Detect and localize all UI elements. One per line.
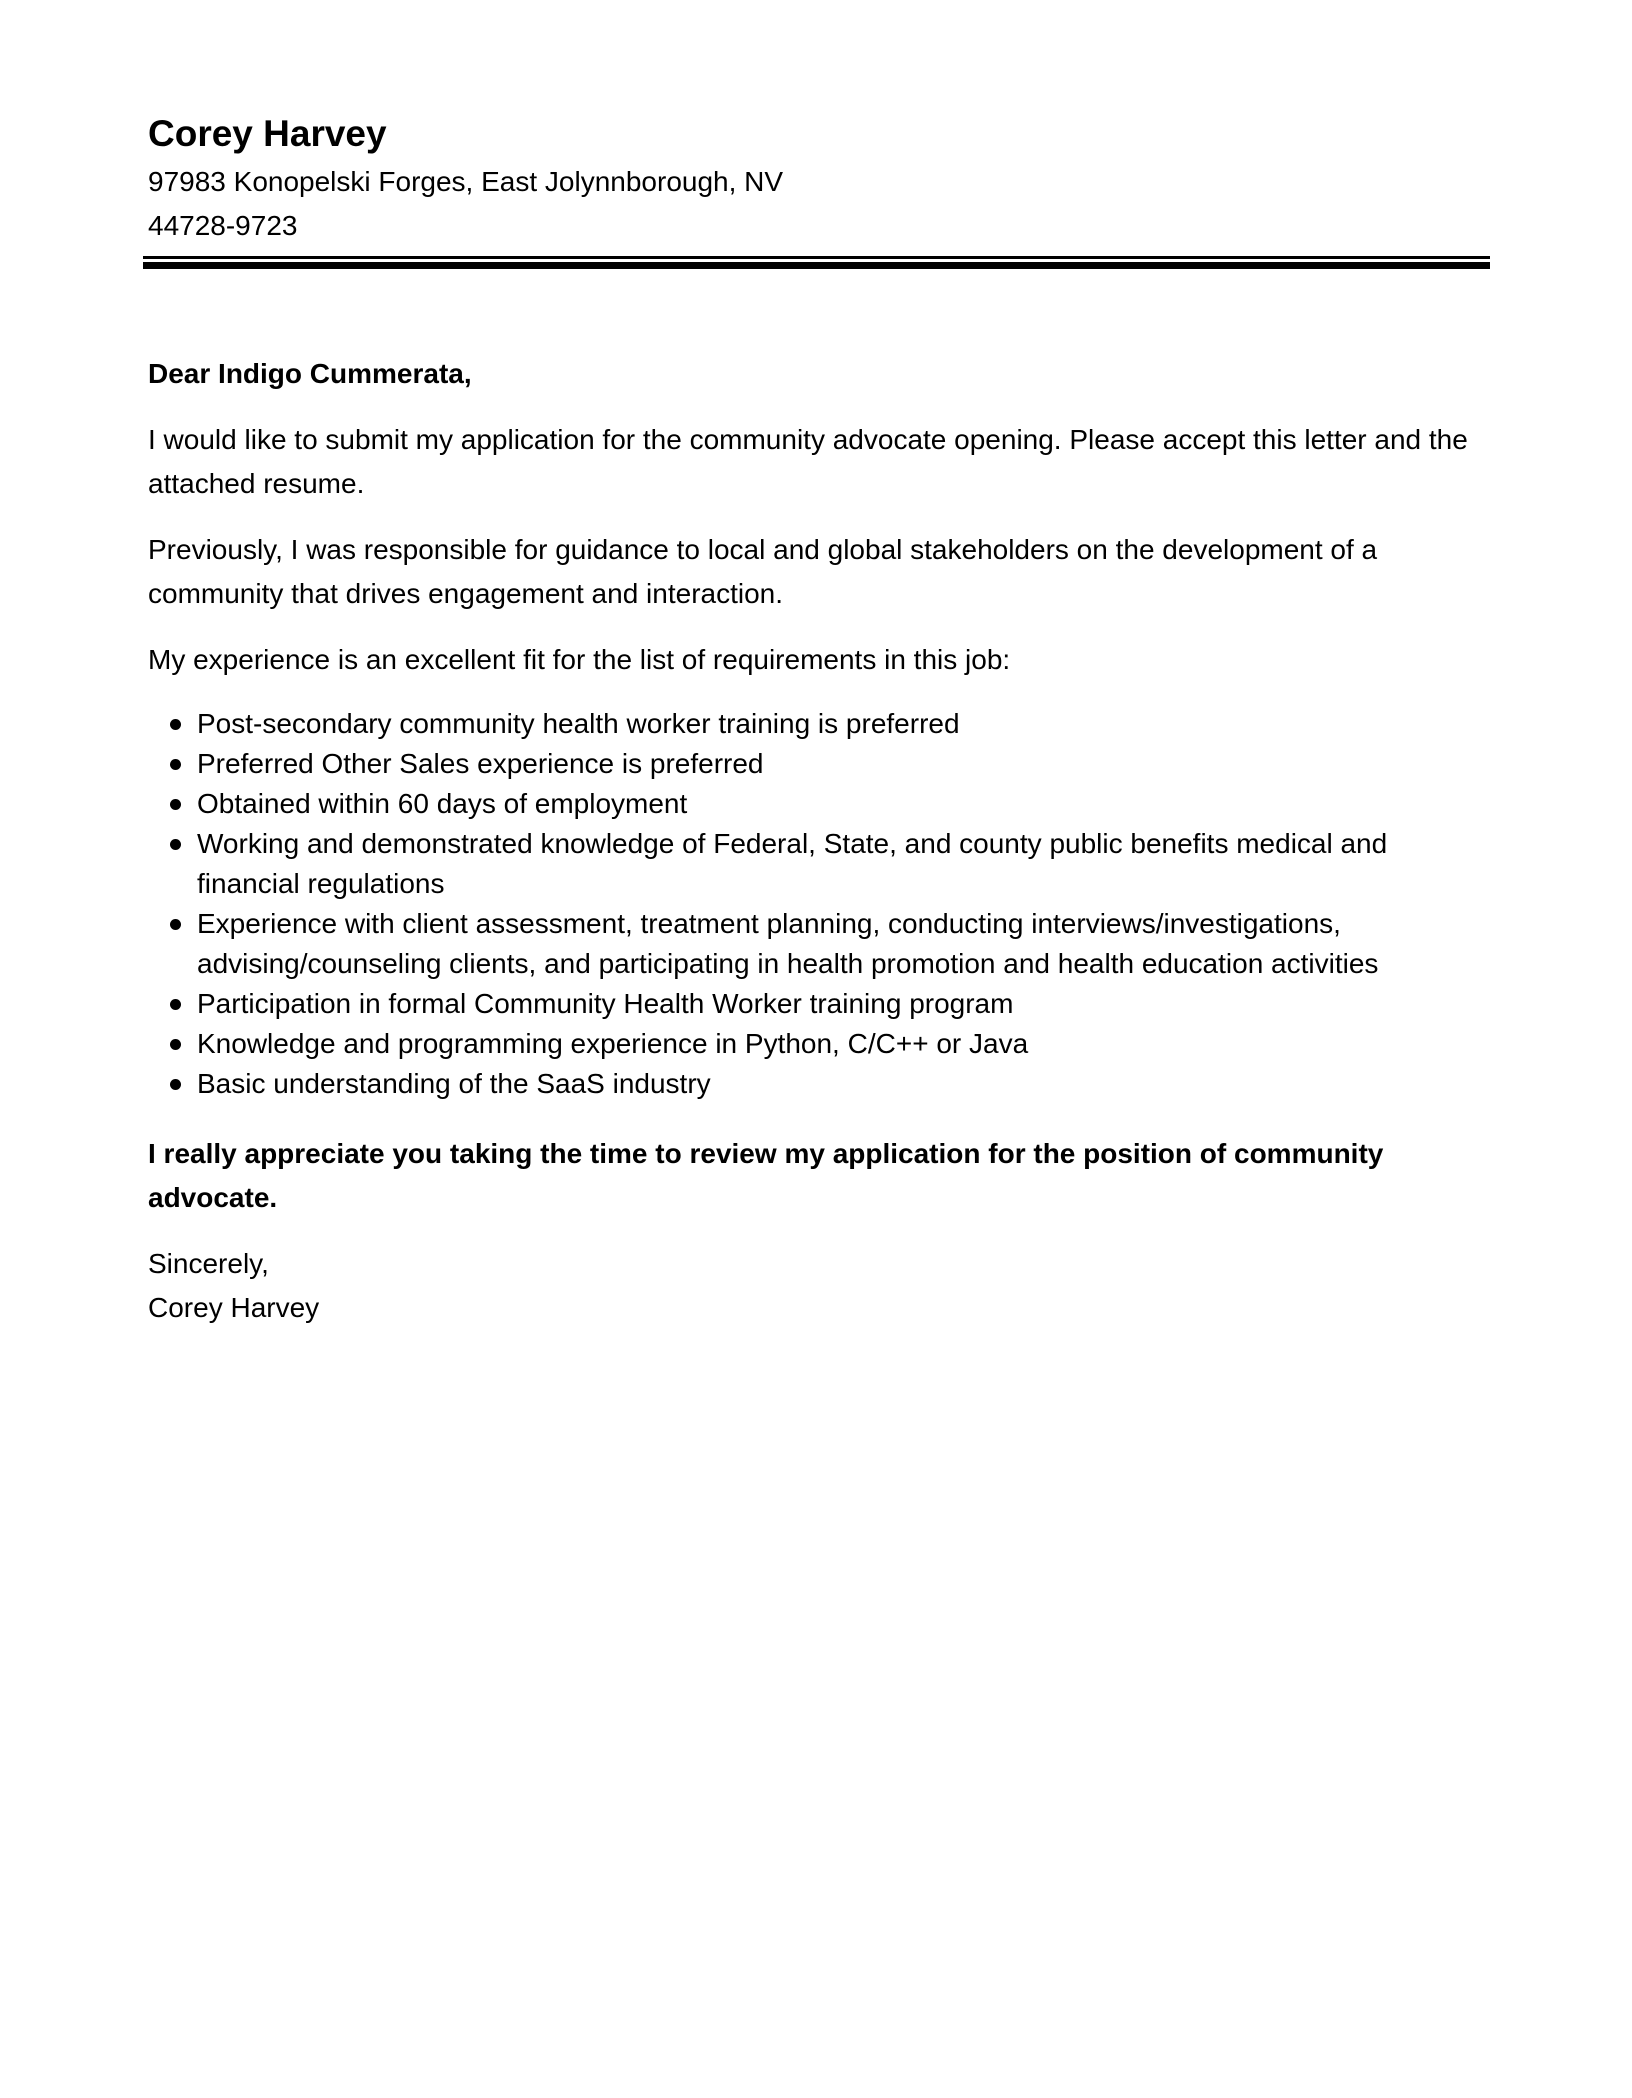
bullet-icon xyxy=(170,759,181,770)
list-item-text: Obtained within 60 days of employment xyxy=(197,788,688,819)
letter-body xyxy=(148,352,1484,1330)
list-item-text: Experience with client assessment, treatment planning, conducting interviews/investigations, advising/counseling clients, and participating in health promotion and health education activities xyxy=(197,908,1379,979)
list-item xyxy=(148,984,1484,1024)
bullet-icon xyxy=(170,919,181,930)
list-item-text: Post-secondary community health worker training is preferred xyxy=(197,708,960,739)
sender-address-line-2: 44728-9723 xyxy=(148,210,298,241)
requirements-list xyxy=(148,704,1484,1104)
signature: Corey Harvey xyxy=(148,1292,320,1323)
divider-thick-line xyxy=(143,262,1490,269)
bullet-icon xyxy=(170,1039,181,1050)
sender-name: Corey Harvey xyxy=(148,113,387,154)
requirements-intro: My experience is an excellent fit for the list of requirements in this job: xyxy=(148,644,1011,675)
experience-paragraph: Previously, I was responsible for guidance to local and global stakeholders on the development of a community that drives engagement and interaction. xyxy=(148,534,1378,609)
header-divider xyxy=(143,256,1490,269)
list-item-text: Basic understanding of the SaaS industry xyxy=(197,1068,711,1099)
list-item xyxy=(148,704,1484,744)
signoff: Sincerely, xyxy=(148,1248,269,1279)
list-item-text: Participation in formal Community Health Worker training program xyxy=(197,988,1014,1019)
list-item-text: Preferred Other Sales experience is preferred xyxy=(197,748,764,779)
letter-header xyxy=(148,108,1484,248)
list-item xyxy=(148,784,1484,824)
bullet-icon xyxy=(170,999,181,1010)
list-item-text: Knowledge and programming experience in Python, C/C++ or Java xyxy=(197,1028,1029,1059)
sender-address-line-1: 97983 Konopelski Forges, East Jolynnborough, NV xyxy=(148,166,784,197)
list-item xyxy=(148,904,1484,984)
list-item xyxy=(148,744,1484,784)
bullet-icon xyxy=(170,719,181,730)
bullet-icon xyxy=(170,799,181,810)
list-item xyxy=(148,824,1484,904)
intro-paragraph: I would like to submit my application for the community advocate opening. Please accept this letter and the attached resume. xyxy=(148,424,1468,499)
list-item xyxy=(148,1064,1484,1104)
bullet-icon xyxy=(170,1079,181,1090)
list-item-text: Working and demonstrated knowledge of Federal, State, and county public benefits medical and financial regulations xyxy=(197,828,1388,899)
salutation: Dear Indigo Cummerata, xyxy=(148,358,472,389)
bullet-icon xyxy=(170,839,181,850)
list-item xyxy=(148,1024,1484,1064)
closing-statement: I really appreciate you taking the time to review my application for the position of community advocate. xyxy=(148,1138,1384,1213)
